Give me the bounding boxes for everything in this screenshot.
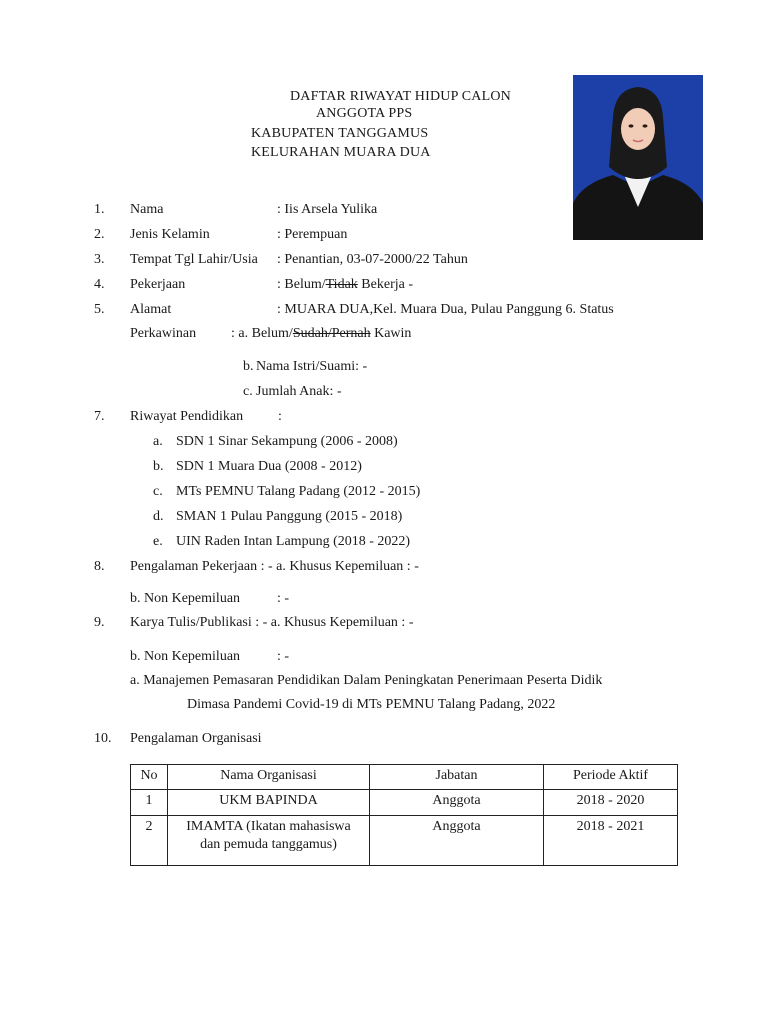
cell-nama [168, 816, 370, 866]
item-8-b-value: : - [277, 591, 290, 606]
item-9-b-label: b. Non Kepemiluan [130, 649, 241, 664]
cell-no: 1 [131, 790, 168, 816]
edu-item: SDN 1 Sinar Sekampung (2006 - 2008) [176, 434, 398, 449]
item-2-label: Jenis Kelamin [130, 227, 210, 242]
item-2-value: : Perempuan [277, 227, 348, 242]
item-1-label: Nama [130, 202, 164, 217]
istri-text: Nama Istri/Suami: - [256, 359, 368, 374]
item-1-value: : Iis Arsela Yulika [277, 202, 378, 217]
header-nama: Nama Organisasi [168, 765, 370, 790]
publication-line-1: a. Manajemen Pemasaran Pendidikan Dalam Peningkatan Penerimaan Peserta Didik [130, 673, 603, 688]
cell-jabatan: Anggota [370, 816, 544, 866]
edu-item: MTs PEMNU Talang Padang (2012 - 2015) [176, 484, 421, 499]
item-2-number: 2. [94, 227, 105, 242]
edu-letter: d. [153, 509, 164, 524]
item-8-b-label: b. Non Kepemiluan [130, 591, 241, 606]
item-5-label: Alamat [130, 302, 172, 317]
header-jabatan: Jabatan [370, 765, 544, 790]
cell-jabatan: Anggota [370, 790, 544, 816]
edu-letter: b. [153, 459, 164, 474]
cell-nama [168, 790, 370, 816]
table-header-row [131, 765, 678, 790]
title-line-4: KELURAHAN MUARA DUA [251, 145, 431, 160]
item-5-value: : MUARA DUA,Kel. Muara Dua, Pulau Panggung 6. Status [277, 302, 614, 317]
item-3-label: Tempat Tgl Lahir/Usia [130, 252, 258, 267]
item-4-value-strike: Tidak [325, 277, 358, 292]
item-9-line: Karya Tulis/Publikasi : - a. Khusus Kepemiluan : - [130, 615, 414, 630]
title-line-2: ANGGOTA PPS [316, 106, 413, 121]
item-4-value [277, 276, 413, 294]
anak-text: Jumlah Anak: - [256, 384, 342, 399]
cell-periode: 2018 - 2021 [544, 816, 678, 866]
item-4-value-pre: : Belum/ [277, 277, 326, 292]
cell-no: 2 [131, 816, 168, 866]
profile-photo [573, 75, 703, 240]
portrait-image [573, 75, 703, 240]
edu-item: UIN Raden Intan Lampung (2018 - 2022) [176, 534, 411, 549]
edu-letter: a. [153, 434, 163, 449]
publication-line-2: Dimasa Pandemi Covid-19 di MTs PEMNU Talang Padang, 2022 [187, 697, 556, 712]
perkawinan-pre: : a. Belum/ [231, 326, 293, 341]
item-4-number: 4. [94, 277, 105, 292]
table-row [131, 816, 678, 866]
item-8-number: 8. [94, 559, 105, 574]
item-9-b-value: : - [277, 649, 290, 664]
perkawinan-post: Kawin [370, 326, 412, 341]
item-8-line: Pengalaman Pekerjaan : - a. Khusus Kepemiluan : - [130, 559, 419, 574]
item-3-value: : Penantian, 03-07-2000/22 Tahun [277, 252, 468, 267]
organization-table [130, 764, 678, 866]
anak-letter: c. [243, 384, 253, 399]
item-10-number: 10. [94, 731, 112, 746]
edu-letter: e. [153, 534, 163, 549]
edu-letter: c. [153, 484, 163, 499]
item-4-label: Pekerjaan [130, 277, 186, 292]
header-no: No [131, 765, 168, 790]
cell-periode: 2018 - 2020 [544, 790, 678, 816]
item-7-label: Riwayat Pendidikan [130, 409, 244, 424]
item-9-number: 9. [94, 615, 105, 630]
istri-letter: b. [243, 359, 254, 374]
title-line-3: KABUPATEN TANGGAMUS [251, 126, 429, 141]
title-line-1: DAFTAR RIWAYAT HIDUP CALON [290, 89, 511, 104]
item-4-value-post: Bekerja - [357, 277, 413, 292]
cell-nama-line-1: IMAMTA (Ikatan mahasiswa [186, 819, 351, 834]
table-row [131, 790, 678, 816]
perkawinan-value [231, 325, 411, 343]
item-1-number: 1. [94, 202, 105, 217]
item-5-number: 5. [94, 302, 105, 317]
item-10-label: Pengalaman Organisasi [130, 731, 262, 746]
cell-nama-text: UKM BAPINDA [219, 793, 318, 808]
header-periode: Periode Aktif [544, 765, 678, 790]
edu-item: SDN 1 Muara Dua (2008 - 2012) [176, 459, 362, 474]
perkawinan-label: Perkawinan [130, 326, 197, 341]
item-7-number: 7. [94, 409, 105, 424]
item-3-number: 3. [94, 252, 105, 267]
perkawinan-strike: Sudah/Pernah [292, 326, 371, 341]
edu-item: SMAN 1 Pulau Panggung (2015 - 2018) [176, 509, 403, 524]
item-7-colon: : [278, 409, 282, 424]
cell-nama-line-2: dan pemuda tanggamus) [200, 837, 337, 852]
